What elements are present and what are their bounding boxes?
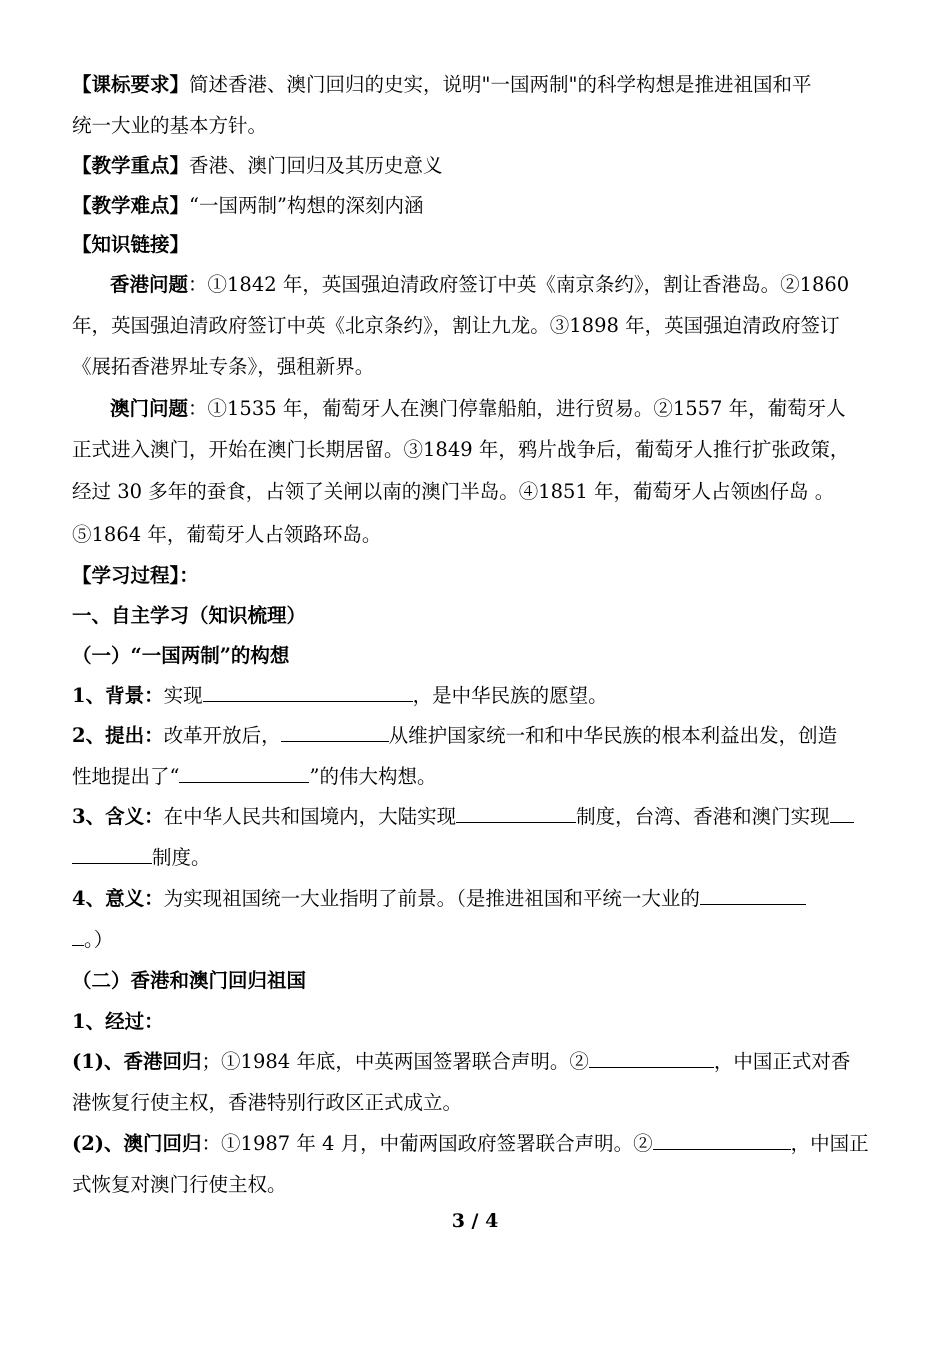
policy-blank-end[interactable] bbox=[72, 927, 84, 946]
propose-post: 从维护国家统一和和中华民族的根本利益出发，创造 bbox=[388, 724, 838, 747]
process-label: 1、经过： bbox=[72, 1010, 164, 1033]
significance-line2-text: 。） bbox=[84, 928, 114, 951]
meaning-mid: 制度，台湾、香港和澳门实现 bbox=[576, 805, 830, 828]
meaning-label: 3、含义： bbox=[72, 805, 164, 828]
macau-line-2: 正式进入澳门，开始在澳门长期居留。③1849 年，鸦片战争后，葡萄牙人推行扩张政策， bbox=[72, 438, 850, 461]
propose-blank[interactable] bbox=[281, 723, 389, 742]
requirement-label: 【课标要求】 bbox=[72, 73, 190, 96]
policy-blank[interactable] bbox=[700, 886, 806, 905]
background-label: 1、背景： bbox=[72, 684, 164, 707]
mainland-system-blank[interactable] bbox=[456, 804, 576, 823]
hk-return-pre: ；①1984 年底，中英两国签署联合声明。② bbox=[201, 1050, 589, 1073]
meaning-line-1 bbox=[72, 804, 854, 830]
hk-line-2: 年，英国强迫清政府签订中英《北京条约》，割让九龙。③1898 年，英国强迫清政府签订 bbox=[72, 314, 840, 337]
process-heading: 【学习过程】： bbox=[72, 564, 199, 587]
subsection-2-heading: （二）香港和澳门回归祖国 bbox=[72, 969, 307, 992]
significance-text: 为实现祖国统一大业指明了前景。（是推进祖国和平统一大业的 bbox=[163, 887, 700, 910]
macau-label: 澳门问题 bbox=[110, 397, 189, 420]
hk-line-3: 《展拓香港界址专条》，强租新界。 bbox=[72, 355, 375, 378]
difficulty-line bbox=[72, 193, 423, 219]
hk-return-line-2: 港恢复行使主权，香港特别行政区正式成立。 bbox=[72, 1091, 463, 1114]
macau-line-4: ⑤1864 年，葡萄牙人占领路环岛。 bbox=[72, 523, 382, 546]
requirement-line-1 bbox=[72, 72, 811, 98]
significance-line-1 bbox=[72, 886, 806, 912]
propose-line-2 bbox=[72, 764, 436, 790]
propose-line2-pre: 性地提出了“ bbox=[72, 765, 180, 788]
hk-label: 香港问题 bbox=[110, 273, 189, 296]
propose-line-1 bbox=[72, 723, 837, 749]
macau-return-blank[interactable] bbox=[653, 1131, 791, 1150]
macau-return-label: (2)、澳门回归 bbox=[72, 1132, 202, 1155]
background-blank[interactable] bbox=[203, 683, 413, 702]
links-label: 【知识链接】 bbox=[72, 233, 190, 256]
sar-system-blank-start[interactable] bbox=[830, 804, 854, 823]
focus-line bbox=[72, 153, 443, 179]
macau-line-3: 经过 30 多年的蚕食，占领了关闸以南的澳门半岛。④1851 年，葡萄牙人占领凼仔岛 。 bbox=[72, 480, 835, 503]
meaning-line-2 bbox=[72, 845, 211, 871]
subsection-1-heading: （一）“一国两制”的构想 bbox=[72, 644, 290, 667]
focus-text: 香港、澳门回归及其历史意义 bbox=[189, 154, 443, 177]
section-1-heading: 一、自主学习（知识梳理） bbox=[72, 604, 307, 627]
hk-line-1 bbox=[110, 272, 849, 298]
macau-return-line-2: 式恢复对澳门行使主权。 bbox=[72, 1173, 287, 1196]
meaning-pre: 在中华人民共和国境内，大陆实现 bbox=[163, 805, 457, 828]
hk-return-post: ，中国正式对香 bbox=[713, 1050, 851, 1073]
concept-blank[interactable] bbox=[179, 764, 309, 783]
background-line bbox=[72, 683, 608, 709]
propose-pre: 改革开放后， bbox=[163, 724, 281, 747]
sar-system-blank[interactable] bbox=[72, 845, 152, 864]
difficulty-text: “一国两制”构想的深刻内涵 bbox=[189, 194, 424, 217]
requirement-text: 简述香港、澳门回归的史实，说明"一国两制"的科学构想是推进祖国和平 bbox=[189, 73, 812, 96]
macau-return-line-1 bbox=[72, 1131, 869, 1157]
macau-return-pre: ：①1987 年 4 月，中葡两国政府签署联合声明。② bbox=[201, 1132, 653, 1155]
meaning-line2-post: 制度。 bbox=[152, 846, 211, 869]
hk-text-1: ：①1842 年，英国强迫清政府签订中英《南京条约》，割让香港岛。②1860 bbox=[188, 273, 850, 296]
background-post: ，是中华民族的愿望。 bbox=[412, 684, 608, 707]
requirement-line-2: 统一大业的基本方针。 bbox=[72, 114, 268, 137]
macau-line-1 bbox=[110, 396, 846, 422]
macau-text-1: ：①1535 年，葡萄牙人在澳门停靠船舶，进行贸易。②1557 年，葡萄牙人 bbox=[188, 397, 846, 420]
propose-line2-post: ”的伟大构想。 bbox=[309, 765, 437, 788]
propose-label: 2、提出： bbox=[72, 724, 164, 747]
significance-label: 4、意义： bbox=[72, 887, 164, 910]
page-number: 3 / 4 bbox=[451, 1210, 499, 1232]
hk-return-label: (1)、香港回归 bbox=[72, 1050, 202, 1073]
hk-return-line-1 bbox=[72, 1049, 850, 1075]
background-pre: 实现 bbox=[163, 684, 203, 707]
significance-line-2 bbox=[72, 927, 113, 953]
focus-label: 【教学重点】 bbox=[72, 154, 190, 177]
difficulty-label: 【教学难点】 bbox=[72, 194, 190, 217]
hk-return-blank[interactable] bbox=[589, 1049, 714, 1068]
macau-return-post: ，中国正 bbox=[790, 1132, 869, 1155]
